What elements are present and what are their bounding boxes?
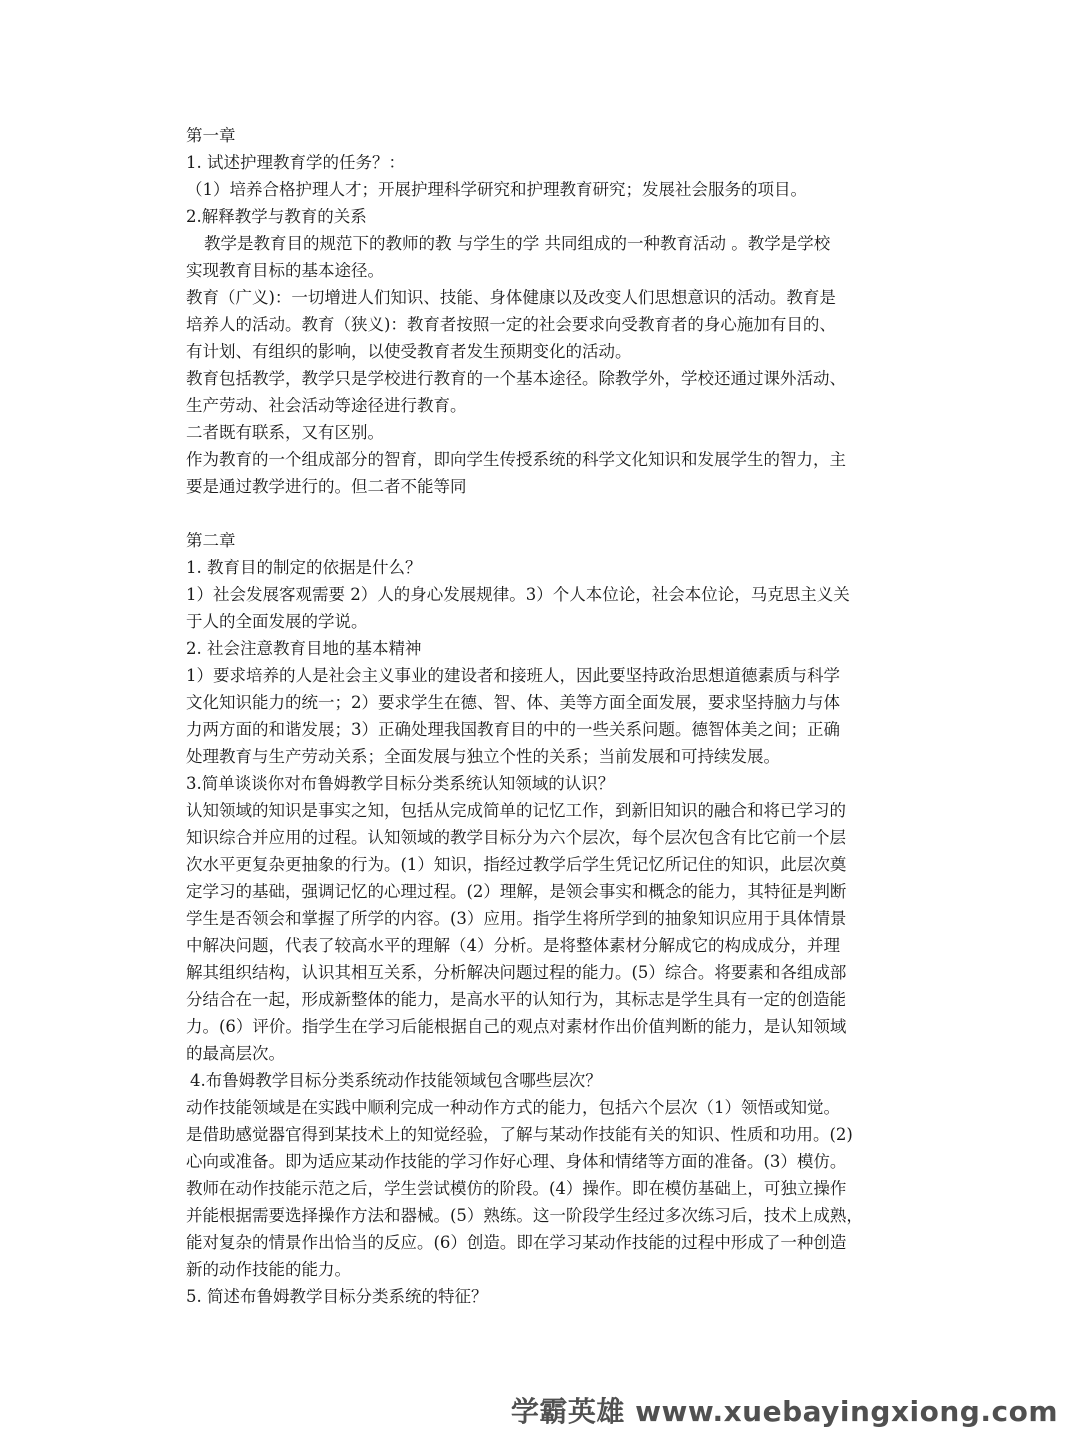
chapter2-answer-4-line: 新的动作技能的能力。 bbox=[186, 1260, 351, 1279]
chapter2-answer-3-line: 定学习的基础，强调记忆的心理过程。(2）理解，是领会事实和概念的能力，其特征是判断 bbox=[186, 882, 847, 901]
chapter2-answer-3-line: 的最高层次。 bbox=[186, 1044, 285, 1063]
chapter2-answer-4-line: 动作技能领域是在实践中顺利完成一种动作方式的能力，包括六个层次（1）领悟或知觉。 bbox=[186, 1098, 840, 1117]
chapter2-answer-4-line: 心向或准备。即为适应某动作技能的学习作好心理、身体和情绪等方面的准备。(3）模仿。 bbox=[186, 1152, 847, 1171]
chapter2-answer-4-line: 并能根据需要选择操作方法和器械。(5）熟练。这一阶段学生经过多次练习后，技术上成熟， bbox=[186, 1206, 863, 1225]
site-watermark: 学霸英雄 www.xuebayingxiong.com bbox=[510, 1395, 1058, 1428]
chapter1-answer-2-line: 二者既有联系，又有区别。 bbox=[186, 423, 384, 442]
chapter1-answer-2-line: 作为教育的一个组成部分的智育，即向学生传授系统的科学文化知识和发展学生的智力，主 bbox=[186, 450, 846, 469]
chapter1-answer-2-line: 教育包括教学，教学只是学校进行教育的一个基本途径。除教学外，学校还通过课外活动、 bbox=[186, 369, 846, 388]
chapter2-question-1: 1. 教育目的制定的依据是什么？ bbox=[186, 558, 422, 577]
chapter2-answer-3-line: 认知领域的知识是事实之知，包括从完成简单的记忆工作，到新旧知识的融合和将已学习的 bbox=[186, 801, 846, 820]
chapter1-question-1: 1. 试述护理教育学的任务？： bbox=[186, 153, 405, 172]
chapter2-answer-3-line: 中解决问题，代表了较高水平的理解（4）分析。是将整体素材分解成它的构成成分，并理 bbox=[186, 936, 840, 955]
chapter2-answer-4-line: 能对复杂的情景作出恰当的反应。(6）创造。即在学习某动作技能的过程中形成了一种创造 bbox=[186, 1233, 847, 1252]
chapter2-title: 第二章 bbox=[186, 531, 236, 550]
chapter1-answer-2-line: 生产劳动、社会活动等途径进行教育。 bbox=[186, 396, 467, 415]
chapter1-answer-2-line: 培养人的活动。教育（狭义)：教育者按照一定的社会要求向受教育者的身心施加有目的、 bbox=[186, 315, 836, 334]
chapter2-answer-2-line: 力两方面的和谐发展；3）正确处理我国教育目的中的一些关系问题。德智体美之间；正确 bbox=[186, 720, 840, 739]
chapter2-answer-4-line: 教师在动作技能示范之后，学生尝试模仿的阶段。(4）操作。即在模仿基础上，可独立操作 bbox=[186, 1179, 847, 1198]
chapter2-answer-2-line: 文化知识能力的统一；2）要求学生在德、智、体、美等方面全面发展，要求坚持脑力与体 bbox=[186, 693, 840, 712]
chapter2-answer-3-line: 力。(6）评价。指学生在学习后能根据自己的观点对素材作出价值判断的能力，是认知领域 bbox=[186, 1017, 847, 1036]
section-gap bbox=[186, 500, 898, 527]
chapter1-answer-2-line: 要是通过教学进行的。但二者不能等同 bbox=[186, 477, 467, 496]
chapter2-answer-2-line: 1）要求培养的人是社会主义事业的建设者和接班人，因此要坚持政治思想道德素质与科学 bbox=[186, 666, 840, 685]
chapter2-answer-3-line: 解其组织结构，认识其相互关系，分析解决问题过程的能力。(5）综合。将要素和各组成部 bbox=[186, 963, 847, 982]
chapter2-answer-3-line: 次水平更复杂更抽象的行为。(1）知识，指经过教学后学生凭记忆所记住的知识，此层次奠 bbox=[186, 855, 847, 874]
chapter1-answer-2-line: 有计划、有组织的影响，以使受教育者发生预期变化的活动。 bbox=[186, 342, 632, 361]
chapter2-answer-2-line: 处理教育与生产劳动关系；全面发展与独立个性的关系；当前发展和可持续发展。 bbox=[186, 747, 780, 766]
chapter2-question-4: 4.布鲁姆教学目标分类系统动作技能领域包含哪些层次？ bbox=[190, 1071, 602, 1090]
chapter2-answer-3-line: 分结合在一起，形成新整体的能力，是高水平的认知行为，其标志是学生具有一定的创造能 bbox=[186, 990, 846, 1009]
chapter1-answer-1: （1）培养合格护理人才；开展护理科学研究和护理教育研究；发展社会服务的项目。 bbox=[186, 180, 807, 199]
chapter2-question-3: 3.简单谈谈你对布鲁姆教学目标分类系统认知领域的认识？ bbox=[186, 774, 615, 793]
chapter1-answer-2-line: 教育（广义)：一切增进人们知识、技能、身体健康以及改变人们思想意识的活动。教育是 bbox=[186, 288, 836, 307]
document-body bbox=[186, 122, 898, 1310]
chapter2-answer-4-line: 是借助感觉器官得到某技术上的知觉经验，了解与某动作技能有关的知识、性质和功用。(2) bbox=[186, 1125, 853, 1144]
chapter1-answer-2-line: 教学是教育目的规范下的教师的教 与学生的学 共同组成的一种教育活动 。教学是学校 bbox=[204, 234, 831, 253]
chapter1-question-2: 2.解释教学与教育的关系 bbox=[186, 207, 367, 226]
chapter1-title: 第一章 bbox=[186, 126, 236, 145]
chapter1-answer-2-line: 实现教育目标的基本途径。 bbox=[186, 261, 384, 280]
chapter2-answer-3-line: 学生是否领会和掌握了所学的内容。(3）应用。指学生将所学到的抽象知识应用于具体情景 bbox=[186, 909, 847, 928]
chapter2-answer-3-line: 知识综合并应用的过程。认知领域的教学目标分为六个层次，每个层次包含有比它前一个层 bbox=[186, 828, 846, 847]
chapter2-question-2: 2. 社会注意教育目地的基本精神 bbox=[186, 639, 422, 658]
chapter2-answer-1-line: 于人的全面发展的学说。 bbox=[186, 612, 368, 631]
chapter2-answer-1-line: 1）社会发展客观需要 2）人的身心发展规律。3）个人本位论，社会本位论，马克思主义关 bbox=[186, 585, 850, 604]
chapter2-question-5: 5. 简述布鲁姆教学目标分类系统的特征？ bbox=[186, 1287, 488, 1306]
